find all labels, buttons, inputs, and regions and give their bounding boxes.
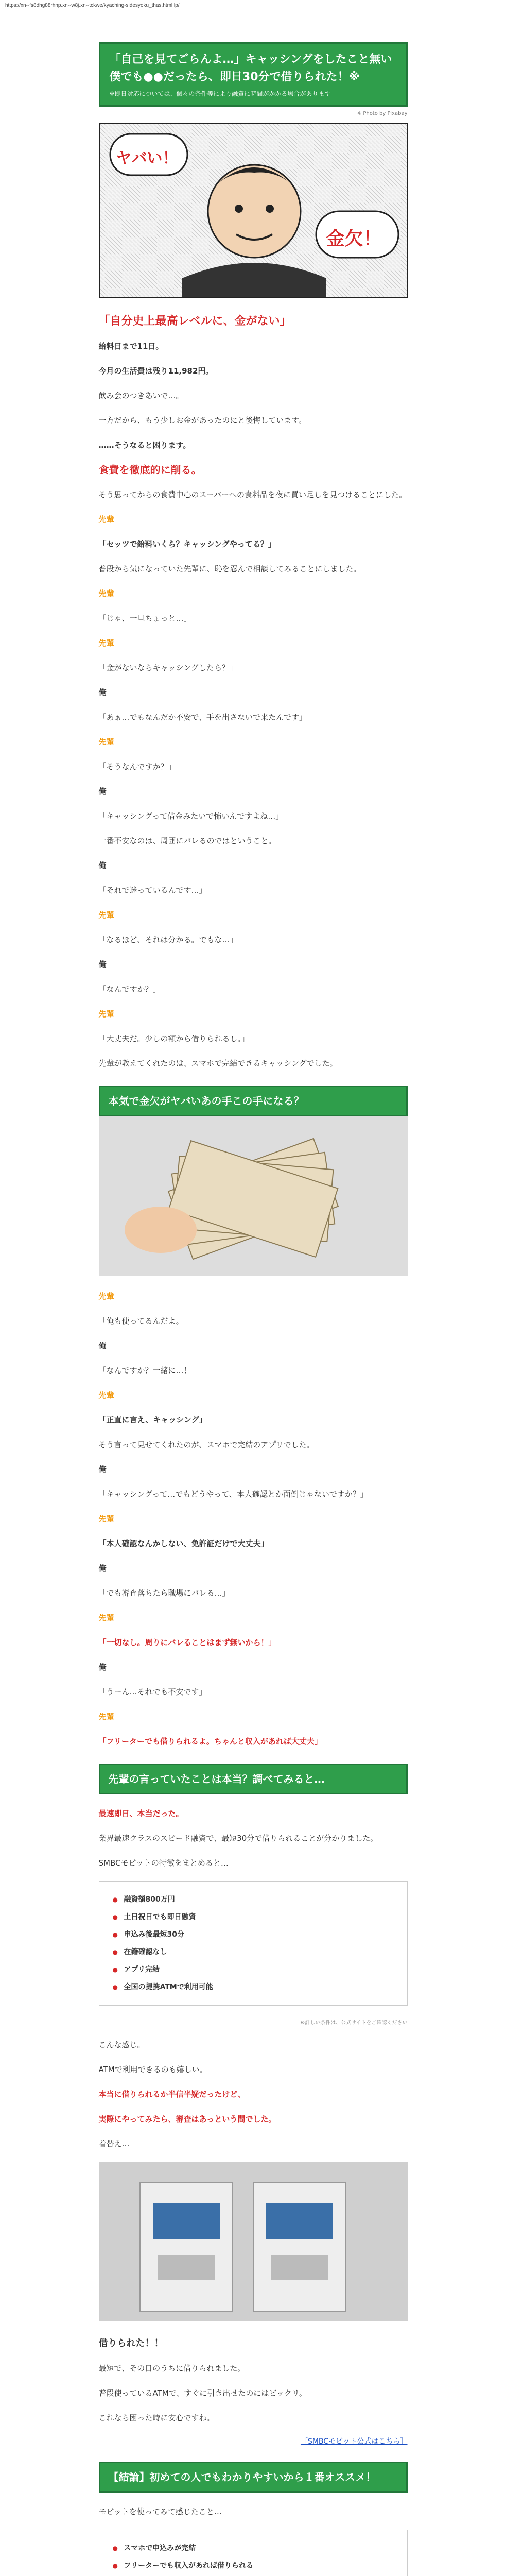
speaker-label: 俺 — [98, 787, 107, 796]
list-caption: ※詳しい条件は、公式サイトをご確認ください — [300, 2020, 408, 2026]
speech-kinketsu: 金欠！ — [326, 228, 382, 249]
money-photo — [99, 1116, 408, 1276]
list-item: ● 全国の提携ATMで利用可能 — [113, 1978, 394, 1996]
intro-block — [99, 340, 408, 452]
dialog-block-1 — [99, 488, 408, 1070]
paragraph: 「本人確認なんかしない、免許証だけで大丈夫」 — [98, 1539, 269, 1548]
conclusion-list — [99, 2530, 408, 2576]
article-column — [99, 42, 408, 2576]
paragraph: 着替え… — [98, 2139, 130, 2148]
research-block — [99, 1807, 408, 1870]
atm-caption: 借りられた！！ — [98, 2338, 164, 2349]
paragraph: 最速即日、本当だった。 — [98, 1809, 184, 1818]
speaker-label: 先輩 — [98, 1391, 114, 1400]
list-item: ● 土日祝日でも即日融資 — [113, 1908, 394, 1926]
paragraph: 「なんですか？一緒に…！」 — [98, 1366, 199, 1375]
speaker-label: 俺 — [98, 1564, 107, 1573]
paragraph: これなら困った時に安心ですね。 — [98, 2413, 215, 2422]
paragraph: モビットを使ってみて感じたこと… — [98, 2507, 222, 2516]
paragraph: 「大丈夫だ。少しの額から借りられるし。」 — [98, 1034, 250, 1043]
speaker-label: 先輩 — [98, 638, 114, 648]
list-item: ● 融資額800万円 — [113, 1891, 394, 1908]
hero-banner — [99, 42, 408, 107]
speaker-label: 俺 — [98, 1465, 107, 1474]
section-heading-green: 先輩の言っていたことは本当？調べてみると… — [99, 1764, 408, 1794]
paragraph: こんな感じ。 — [98, 2040, 145, 2049]
paragraph: そう思ってからの食費中心のスーパーへの食料品を夜に買い足しを見つけることにした。 — [98, 490, 407, 499]
paragraph: 「金がないならキャッシングしたら？」 — [98, 663, 237, 672]
speaker-label: 俺 — [98, 688, 107, 697]
speaker-label: 先輩 — [98, 1613, 114, 1622]
paragraph: 一番不安なのは、周囲にバレるのではということ。 — [98, 836, 276, 845]
paragraph: 「俺も使ってるんだよ。 — [98, 1316, 184, 1326]
section-title: 「自分史上最高レベルに、金がない」 — [98, 315, 291, 328]
speaker-label: 先輩 — [98, 515, 114, 524]
atm-photo — [99, 2162, 408, 2321]
hero-title: 「自己を見てごらんよ…」キャッシングをしたこと無い僕でも●●だったら、即日30分で借りられた！※ — [109, 53, 392, 83]
features-list — [99, 1881, 408, 2006]
paragraph: 「なるほど、それは分かる。でもな…」 — [98, 935, 238, 944]
paragraph: そう言って見せてくれたのが、スマホで完結のアプリでした。 — [98, 1440, 315, 1449]
section-heading-green: 【結論】初めての人でもわかりやすいから１番オススメ！ — [99, 2462, 408, 2493]
paragraph: 実際にやってみたら、審査はあっという間でした。 — [98, 2114, 276, 2124]
manga-illustration — [99, 123, 408, 298]
section-heading-green: 本気で金欠がヤバいあの手この手になる？ — [99, 1086, 408, 1116]
paragraph: 「じゃ、一旦ちょっと…」 — [98, 614, 191, 623]
paragraph: 「でも審査落ちたら職場にバレる…」 — [98, 1588, 230, 1598]
list-item: ● 申込み後最短30分 — [113, 1926, 394, 1943]
paragraph: 「一切なし。周りにバレることはまず無いから！」 — [98, 1638, 276, 1647]
speaker-label: 先輩 — [98, 1712, 114, 1721]
list-item: ● スマホで申込みが完結 — [113, 2539, 394, 2557]
paragraph: ATMで利用できるのも嬉しい。 — [98, 2065, 207, 2074]
paragraph: 「正直に言え、キャッシング」 — [98, 1415, 207, 1425]
paragraph: 業界最速クラスのスピード融資で、最短30分で借りられることが分かりました。 — [98, 1834, 378, 1843]
paragraph: 「セッツで給料いくら？キャッシングやってる？」 — [98, 539, 276, 549]
paragraph: 普段から気になっていた先輩に、恥を忍んで相談してみることにしました。 — [98, 564, 361, 573]
url-bar: https://xn--fs8dhg88rhnp.xn--w8j.xn--tckwe/kyaching-sidesyoku_thas.html.lp/ — [5, 3, 180, 8]
paragraph: 一方だから、もう少しお金があったのにと後悔しています。 — [98, 416, 307, 425]
hero-subtitle: ※即日対応については、個々の条件等により融資に時間がかかる場合があります — [109, 90, 331, 97]
after-block — [99, 2362, 408, 2425]
speech-yabai: ヤバい！ — [116, 149, 178, 167]
paragraph: 普段使っているATMで、すぐに引き出せたのにはビックリ。 — [98, 2388, 307, 2398]
speaker-label: 俺 — [98, 1341, 107, 1350]
paragraph: 今月の生活費は残り11,982円。 — [98, 366, 214, 376]
paragraph: ……そうなると困ります。 — [98, 440, 191, 450]
list-item: ● 在籍確認なし — [113, 1943, 394, 1961]
cash-fan-icon — [99, 1116, 408, 1276]
atm-machine-icon — [99, 2162, 408, 2321]
list-item: ● フリーターでも収入があれば借りられる — [113, 2557, 394, 2574]
paragraph: 「それで迷っているんです…」 — [98, 886, 207, 895]
paragraph: 給料日まで11日。 — [98, 342, 164, 351]
result-block — [99, 2038, 408, 2150]
paragraph: 飲み会のつきあいで…。 — [98, 391, 184, 400]
official-site-link[interactable]: ［SMBCモビット公式はこちら］ — [300, 2437, 408, 2446]
dialog-block-2 — [99, 1290, 408, 1748]
speaker-label: 俺 — [98, 1663, 107, 1672]
list-item: ● アプリ完結 — [113, 1961, 394, 1978]
link-row — [99, 2436, 408, 2446]
paragraph: 「あぁ…でもなんだか不安で、手を出さないで来たんです」 — [98, 713, 307, 722]
paragraph: 「キャッシングって…でもどうやって、本人確認とか面倒じゃないですか？」 — [98, 1489, 368, 1499]
speaker-label: 俺 — [98, 861, 107, 870]
speaker-label: 先輩 — [98, 1292, 114, 1301]
paragraph: 「フリーターでも借りられるよ。ちゃんと収入があれば大丈夫」 — [98, 1737, 322, 1746]
speaker-label: 俺 — [98, 960, 107, 969]
speaker-label: 先輩 — [98, 1009, 114, 1019]
speaker-label: 先輩 — [98, 910, 114, 920]
paragraph: 「うーん…それでも不安です」 — [98, 1687, 207, 1697]
conclusion-intro — [99, 2505, 408, 2518]
speaker-label: 先輩 — [98, 589, 114, 598]
paragraph: SMBCモビットの特徴をまとめると… — [98, 1858, 229, 1868]
speaker-label: 先輩 — [98, 1514, 114, 1523]
paragraph: 最短で、その日のうちに借りられました。 — [98, 2364, 246, 2373]
paragraph: 先輩が教えてくれたのは、スマホで完結できるキャッシングでした。 — [98, 1059, 338, 1068]
paragraph: 「キャッシングって借金みたいで怖いんですよね…」 — [98, 811, 284, 821]
speaker-label: 先輩 — [98, 737, 114, 747]
subhead-red: 食費を徹底的に削る。 — [98, 464, 202, 476]
paragraph: 本当に借りられるか半信半疑だったけど、 — [98, 2090, 246, 2099]
hero-note: ※ Photo by Pixabay — [357, 111, 408, 116]
paragraph: 「そうなんですか？」 — [98, 762, 176, 771]
paragraph: 「なんですか？」 — [98, 985, 161, 994]
